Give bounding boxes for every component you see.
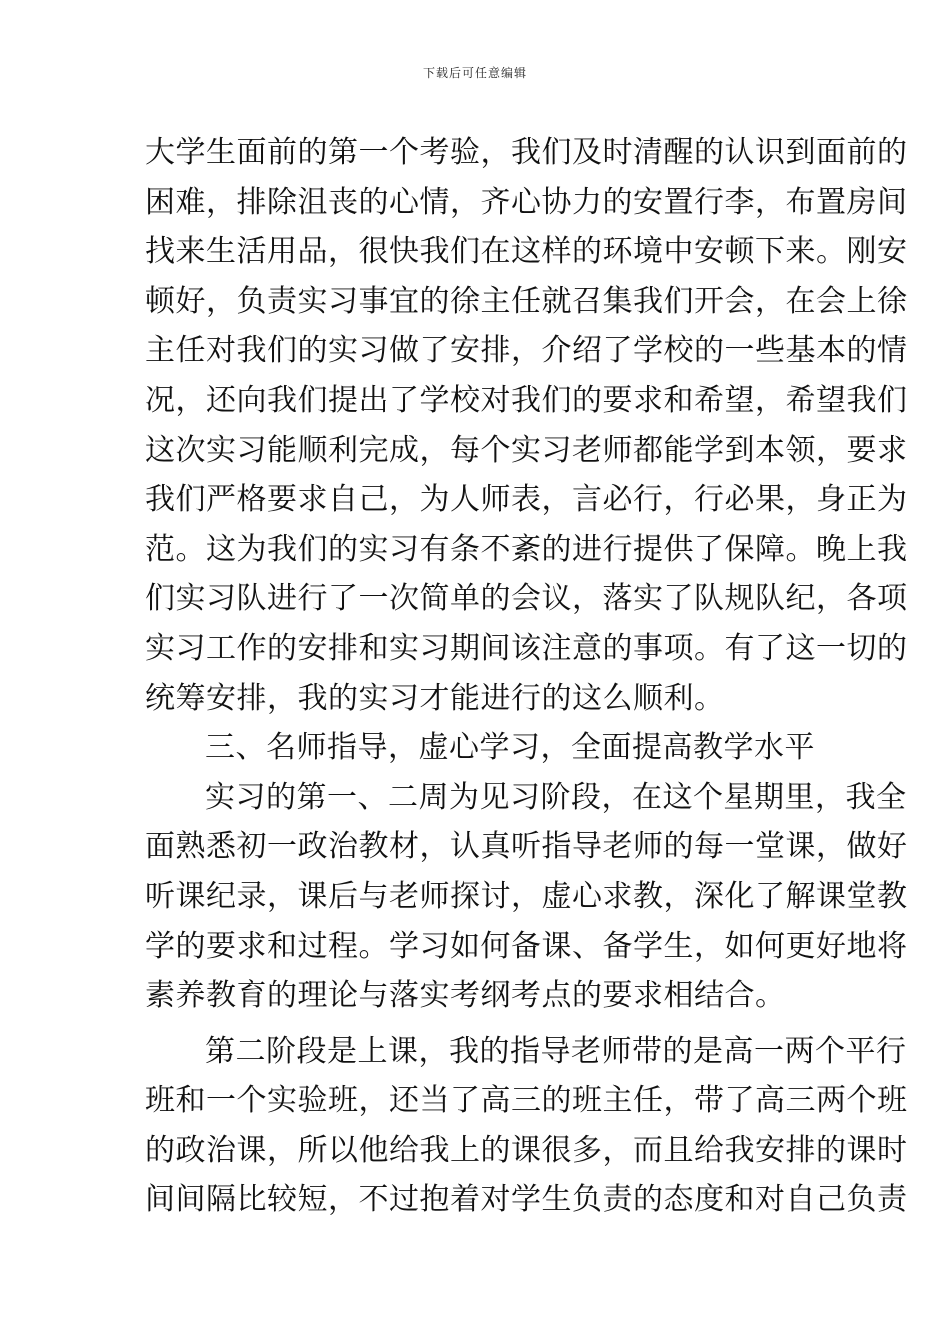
document-body (145, 128, 908, 1225)
text-line: 实习工作的安排和实习期间该注意的事项。有了这一切的 (145, 630, 908, 666)
text-line: 听课纪录，课后与老师探讨，虚心求教，深化了解课堂教 (145, 878, 908, 914)
text-line: 面熟悉初一政治教材，认真听指导老师的每一堂课，做好 (145, 829, 908, 865)
text-line: 间间隔比较短，不过抱着对学生负责的态度和对自己负责 (145, 1182, 908, 1218)
text-line: 第二阶段是上课，我的指导老师带的是高一两个平行 (205, 1033, 907, 1069)
text-line: 学的要求和过程。学习如何备课、备学生，如何更好地将 (145, 928, 908, 964)
text-line: 况，还向我们提出了学校对我们的要求和希望，希望我们 (145, 382, 908, 418)
page-header: 下载后可任意编辑 (422, 66, 527, 80)
text-line: 范。这为我们的实习有条不紊的进行提供了保障。晚上我 (145, 531, 908, 567)
text-line: 班和一个实验班，还当了高三的班主任，带了高三两个班 (145, 1083, 908, 1119)
text-line: 这次实习能顺利完成，每个实习老师都能学到本领，要求 (145, 432, 908, 468)
text-line: 的政治课，所以他给我上的课很多，而且给我安排的课时 (145, 1132, 908, 1168)
text-line: 统筹安排，我的实习才能进行的这么顺利。 (145, 680, 725, 716)
text-line: 顿好，负责实习事宜的徐主任就召集我们开会，在会上徐 (145, 283, 908, 319)
text-line: 主任对我们的实习做了安排，介绍了学校的一些基本的情 (145, 333, 908, 369)
section-heading: 三、名师指导，虚心学习，全面提高教学水平 (205, 730, 815, 766)
text-line: 实习的第一、二周为见习阶段，在这个星期里，我全 (205, 779, 907, 815)
text-line: 我们严格要求自己，为人师表，言必行，行必果，身正为 (145, 482, 908, 518)
text-line: 大学生面前的第一个考验，我们及时清醒的认识到面前的 (145, 135, 908, 170)
text-line: 找来生活用品，很快我们在这样的环境中安顿下来。刚安 (145, 234, 908, 270)
text-line: 困难，排除沮丧的心情，齐心协力的安置行李，布置房间 (145, 184, 908, 220)
text-line: 素养教育的理论与落实考纲考点的要求相结合。 (145, 978, 786, 1014)
text-line: 们实习队进行了一次简单的会议，落实了队规队纪，各项 (145, 581, 908, 617)
